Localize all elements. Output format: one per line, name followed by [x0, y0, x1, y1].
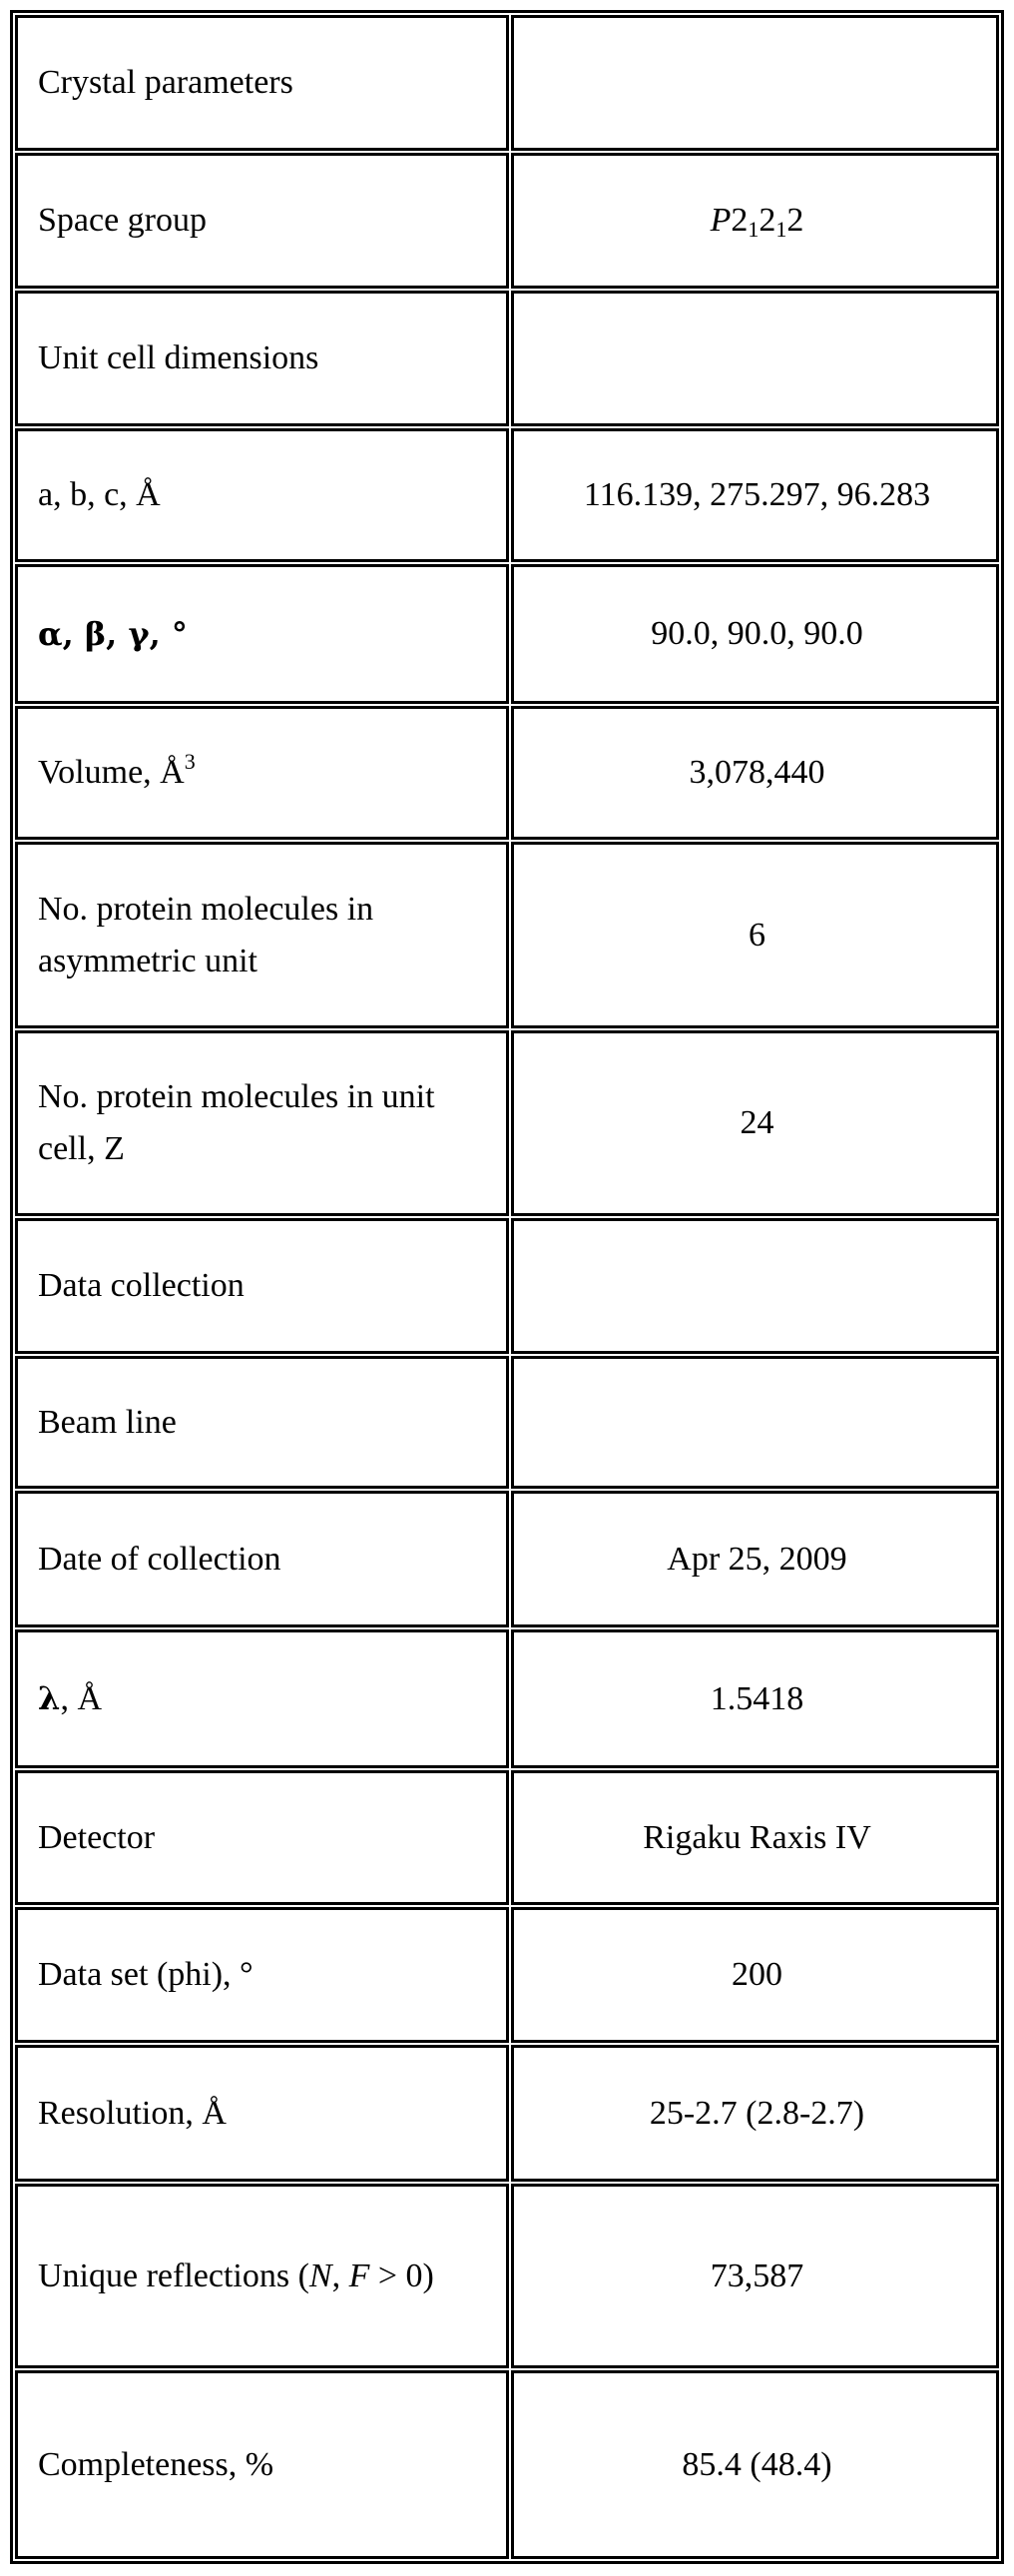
row-label: Volume, $Å^3$ — [15, 706, 509, 840]
table-row — [15, 1770, 999, 1905]
row-value: 85.4 (48.4) — [511, 2370, 999, 2559]
table-row — [15, 1907, 999, 2043]
row-value: Rigaku Raxis IV — [511, 1770, 999, 1905]
row-value: Apr 25, 2009 — [511, 1491, 999, 1627]
row-value: 200 — [511, 1907, 999, 2043]
row-value: 90.0, 90.0, 90.0 — [511, 564, 999, 704]
table-row — [15, 2045, 999, 2182]
row-value: 73,587 — [511, 2184, 999, 2368]
row-label: α, β, γ, ° — [15, 564, 509, 704]
table-row — [15, 2184, 999, 2368]
table-row — [15, 2370, 999, 2559]
row-label: Detector — [15, 1770, 509, 1905]
table-row — [15, 291, 999, 426]
row-value: 25-2.7 (2.8-2.7) — [511, 2045, 999, 2182]
row-label: Data set (phi), ° — [15, 1907, 509, 2043]
row-value — [511, 1356, 999, 1489]
row-label: Unique reflections (N, F > 0) — [15, 2184, 509, 2368]
table-row — [15, 428, 999, 562]
row-value — [511, 15, 999, 151]
table-row — [15, 706, 999, 840]
row-label: Completeness, % — [15, 2370, 509, 2559]
row-label: No. protein molecules in unit cell, Z — [15, 1030, 509, 1216]
row-label: Beam line — [15, 1356, 509, 1489]
row-label: Date of collection — [15, 1491, 509, 1627]
table-row — [15, 564, 999, 704]
crystal-data-table — [10, 10, 1004, 2564]
row-label: λ, Å — [15, 1629, 509, 1768]
row-value — [511, 1218, 999, 1354]
table-row — [15, 15, 999, 151]
table-row — [15, 1218, 999, 1354]
row-value: 116.139, 275.297, 96.283 — [511, 428, 999, 562]
row-label: Crystal parameters — [15, 15, 509, 151]
row-label: Space group — [15, 153, 509, 289]
table-row — [15, 1629, 999, 1768]
row-value: 24 — [511, 1030, 999, 1216]
table-row — [15, 1030, 999, 1216]
row-label: No. protein molecules in asymmetric unit — [15, 842, 509, 1028]
table-row — [15, 153, 999, 289]
table-row — [15, 842, 999, 1028]
row-value: 1.5418 — [511, 1629, 999, 1768]
lambda-symbol: λ — [38, 1679, 61, 1717]
row-value: $P2_12_12$ — [511, 153, 999, 289]
table-row — [15, 1356, 999, 1489]
row-value — [511, 291, 999, 426]
row-value: 3,078,440 — [511, 706, 999, 840]
row-label: Resolution, Å — [15, 2045, 509, 2182]
table-row — [15, 1491, 999, 1627]
space-group-lattice: P — [710, 202, 732, 239]
row-label: Data collection — [15, 1218, 509, 1354]
row-label: Unit cell dimensions — [15, 291, 509, 426]
row-value: 6 — [511, 842, 999, 1028]
row-label: a, b, c, Å — [15, 428, 509, 562]
